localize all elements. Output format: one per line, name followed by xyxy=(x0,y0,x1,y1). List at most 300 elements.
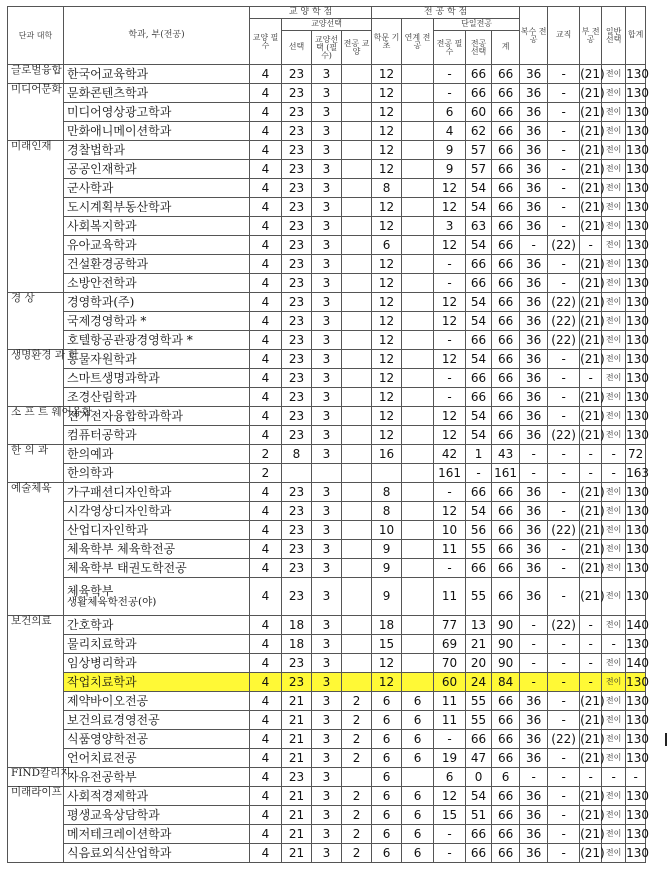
value-cell: 3 xyxy=(312,65,342,84)
value-cell: 전이 xyxy=(602,540,626,559)
col-header-linked: 연계 전공 xyxy=(402,19,434,65)
value-cell: - xyxy=(434,331,466,350)
value-cell: 11 xyxy=(434,540,466,559)
value-cell: 6 xyxy=(434,103,466,122)
department-name-cell: 국제경영학과 * xyxy=(64,312,250,331)
table-row xyxy=(8,616,672,635)
value-cell xyxy=(342,65,372,84)
value-cell: (21) xyxy=(580,806,602,825)
group-header-liberal-elective: 교양선택 xyxy=(282,19,372,31)
value-cell: 3 xyxy=(312,559,342,578)
value-cell: (22) xyxy=(548,293,580,312)
value-cell: (21) xyxy=(580,749,602,768)
value-cell: 12 xyxy=(372,331,402,350)
value-cell: (22) xyxy=(548,331,580,350)
value-cell: - xyxy=(434,483,466,502)
value-cell: 전이 xyxy=(602,654,626,673)
table-header xyxy=(8,7,672,65)
value-cell xyxy=(402,483,434,502)
value-cell: 23 xyxy=(282,521,312,540)
value-cell: - xyxy=(434,274,466,293)
value-cell: 4 xyxy=(250,65,282,84)
curriculum-table xyxy=(7,6,672,863)
value-cell: 36 xyxy=(520,103,548,122)
value-cell: 23 xyxy=(282,407,312,426)
value-cell xyxy=(342,141,372,160)
value-cell xyxy=(402,350,434,369)
value-cell: 4 xyxy=(250,293,282,312)
value-cell: 130 xyxy=(626,578,646,616)
value-cell xyxy=(342,255,372,274)
value-cell: 12 xyxy=(372,122,402,141)
value-cell: - xyxy=(580,768,602,787)
value-cell: 36 xyxy=(520,787,548,806)
value-cell: 4 xyxy=(250,369,282,388)
table-row xyxy=(8,236,672,255)
value-cell: 130 xyxy=(626,749,646,768)
value-cell: 66 xyxy=(492,844,520,863)
value-cell: 전이 xyxy=(602,103,626,122)
value-cell: - xyxy=(548,445,580,464)
department-name-cell: 한의예과 xyxy=(64,445,250,464)
value-cell: 66 xyxy=(492,198,520,217)
value-cell: 23 xyxy=(282,768,312,787)
department-name-cell: 컴퓨터공학과 xyxy=(64,426,250,445)
value-cell: 161 xyxy=(434,464,466,483)
value-cell: 3 xyxy=(312,122,342,141)
value-cell: - xyxy=(520,768,548,787)
value-cell: 130 xyxy=(626,350,646,369)
value-cell: 12 xyxy=(372,65,402,84)
value-cell: 66 xyxy=(492,369,520,388)
value-cell: 161 xyxy=(492,464,520,483)
value-cell: 72 xyxy=(626,445,646,464)
value-cell xyxy=(342,217,372,236)
value-cell: 130 xyxy=(626,331,646,350)
value-cell: 130 xyxy=(626,502,646,521)
value-cell: 3 xyxy=(312,350,342,369)
value-cell: 130 xyxy=(626,84,646,103)
value-cell: 4 xyxy=(250,616,282,635)
value-cell: 4 xyxy=(250,274,282,293)
col-header-multi: 복수 전공 xyxy=(520,7,548,65)
value-cell: (21) xyxy=(580,103,602,122)
value-cell xyxy=(342,84,372,103)
value-cell: (21) xyxy=(580,141,602,160)
department-name-cell: 문화콘텐츠학과 xyxy=(64,84,250,103)
value-cell: 18 xyxy=(282,635,312,654)
col-header-elective: 선택 xyxy=(282,31,312,65)
value-cell: 66 xyxy=(492,160,520,179)
value-cell: 66 xyxy=(492,312,520,331)
value-cell: 36 xyxy=(520,293,548,312)
value-cell: 4 xyxy=(250,350,282,369)
value-cell: 2 xyxy=(342,692,372,711)
value-cell: 130 xyxy=(626,312,646,331)
value-cell xyxy=(402,559,434,578)
table-row xyxy=(8,654,672,673)
value-cell: 23 xyxy=(282,255,312,274)
value-cell: 54 xyxy=(466,198,492,217)
value-cell: - xyxy=(548,673,580,692)
value-cell: 12 xyxy=(434,350,466,369)
value-cell: 2 xyxy=(342,844,372,863)
value-cell: 2 xyxy=(342,806,372,825)
value-cell: 130 xyxy=(626,673,646,692)
value-cell: 4 xyxy=(250,806,282,825)
value-cell: 66 xyxy=(492,559,520,578)
value-cell: 23 xyxy=(282,654,312,673)
value-cell: (22) xyxy=(548,312,580,331)
value-cell: 36 xyxy=(520,179,548,198)
value-cell: 12 xyxy=(434,502,466,521)
value-cell: 36 xyxy=(520,521,548,540)
value-cell: 36 xyxy=(520,65,548,84)
value-cell: 4 xyxy=(250,654,282,673)
value-cell xyxy=(342,236,372,255)
table-row xyxy=(8,445,672,464)
value-cell: 전이 xyxy=(602,217,626,236)
group-header-single-major: 단일전공 xyxy=(434,19,520,31)
value-cell: (21) xyxy=(580,255,602,274)
value-cell: 51 xyxy=(466,806,492,825)
value-cell: 12 xyxy=(434,198,466,217)
value-cell: - xyxy=(548,578,580,616)
col-header-major-req: 전공 필수 xyxy=(434,31,466,65)
value-cell: 3 xyxy=(312,217,342,236)
department-name-cell: 작업치료학과 xyxy=(64,673,250,692)
value-cell: 36 xyxy=(520,692,548,711)
value-cell: 24 xyxy=(466,673,492,692)
value-cell xyxy=(402,312,434,331)
table-row xyxy=(8,464,672,483)
value-cell: 130 xyxy=(626,635,646,654)
col-header-total: 합계 xyxy=(626,7,646,65)
value-cell: 6 xyxy=(402,730,434,749)
value-cell: 54 xyxy=(466,179,492,198)
value-cell: (22) xyxy=(548,521,580,540)
value-cell: 54 xyxy=(466,407,492,426)
value-cell: (21) xyxy=(580,388,602,407)
value-cell: 84 xyxy=(492,673,520,692)
value-cell: 66 xyxy=(492,711,520,730)
value-cell: 12 xyxy=(372,84,402,103)
value-cell: 66 xyxy=(466,84,492,103)
college-cell: 보건의료 xyxy=(8,616,64,768)
group-header-liberal: 교 양 학 점 xyxy=(250,7,372,19)
department-name-cell: 공공인재학과 xyxy=(64,160,250,179)
value-cell: 130 xyxy=(626,711,646,730)
value-cell: 15 xyxy=(372,635,402,654)
value-cell: 66 xyxy=(492,350,520,369)
table-row xyxy=(8,331,672,350)
value-cell: - xyxy=(434,84,466,103)
value-cell: 130 xyxy=(626,806,646,825)
value-cell: 36 xyxy=(520,331,548,350)
value-cell: 12 xyxy=(434,293,466,312)
table-row xyxy=(8,293,672,312)
value-cell: 3 xyxy=(312,445,342,464)
value-cell: 43 xyxy=(492,445,520,464)
value-cell: 2 xyxy=(342,749,372,768)
value-cell: - xyxy=(434,369,466,388)
value-cell xyxy=(342,198,372,217)
value-cell: 66 xyxy=(466,825,492,844)
table-row xyxy=(8,825,672,844)
department-name-cell: 사회적경제학과 xyxy=(64,787,250,806)
value-cell: 3 xyxy=(312,635,342,654)
value-cell: 66 xyxy=(466,255,492,274)
value-cell: (21) xyxy=(580,293,602,312)
value-cell: 전이 xyxy=(602,502,626,521)
value-cell: 130 xyxy=(626,388,646,407)
col-header-college: 단과 대학 xyxy=(8,7,64,65)
value-cell: 3 xyxy=(312,198,342,217)
value-cell: 전이 xyxy=(602,65,626,84)
value-cell: 60 xyxy=(434,673,466,692)
value-cell: 12 xyxy=(372,350,402,369)
value-cell: 12 xyxy=(372,103,402,122)
value-cell: (22) xyxy=(548,616,580,635)
value-cell: 130 xyxy=(626,103,646,122)
value-cell: 56 xyxy=(466,521,492,540)
value-cell: 130 xyxy=(626,293,646,312)
value-cell: 11 xyxy=(434,711,466,730)
value-cell: (21) xyxy=(580,426,602,445)
value-cell xyxy=(342,388,372,407)
value-cell: 전이 xyxy=(602,787,626,806)
value-cell: 55 xyxy=(466,692,492,711)
value-cell: 9 xyxy=(372,540,402,559)
table-row xyxy=(8,65,672,84)
col-header-sum: 계 xyxy=(492,31,520,65)
value-cell: - xyxy=(580,654,602,673)
value-cell: 3 xyxy=(312,141,342,160)
value-cell: 55 xyxy=(466,578,492,616)
value-cell xyxy=(402,673,434,692)
value-cell: 42 xyxy=(434,445,466,464)
value-cell: 54 xyxy=(466,787,492,806)
value-cell: 23 xyxy=(282,122,312,141)
table-row xyxy=(8,749,672,768)
value-cell: (21) xyxy=(580,825,602,844)
value-cell: 66 xyxy=(492,540,520,559)
value-cell: - xyxy=(548,654,580,673)
college-cell: 미래인재 xyxy=(8,141,64,293)
value-cell: 66 xyxy=(492,84,520,103)
department-name-cell: 산업디자인학과 xyxy=(64,521,250,540)
value-cell: 전이 xyxy=(602,806,626,825)
value-cell: 66 xyxy=(492,141,520,160)
value-cell: 6 xyxy=(372,768,402,787)
value-cell: - xyxy=(548,350,580,369)
value-cell: 36 xyxy=(520,806,548,825)
department-name-cell: 식음료외식산업학과 xyxy=(64,844,250,863)
value-cell: 130 xyxy=(626,179,646,198)
value-cell: 130 xyxy=(626,540,646,559)
department-name-cell: 언어치료전공 xyxy=(64,749,250,768)
college-cell: 경 상 xyxy=(8,293,64,350)
table-row xyxy=(8,198,672,217)
department-name-cell: 군사학과 xyxy=(64,179,250,198)
value-cell xyxy=(342,654,372,673)
value-cell: 6 xyxy=(372,730,402,749)
value-cell: 23 xyxy=(282,388,312,407)
value-cell: (21) xyxy=(580,730,602,749)
col-header-major-liberal: 전공 교양 xyxy=(342,31,372,65)
value-cell: - xyxy=(548,122,580,141)
table-row xyxy=(8,84,672,103)
value-cell: 130 xyxy=(626,407,646,426)
value-cell: 전이 xyxy=(602,407,626,426)
value-cell xyxy=(342,122,372,141)
value-cell: (21) xyxy=(580,483,602,502)
value-cell: 36 xyxy=(520,711,548,730)
value-cell: 55 xyxy=(466,711,492,730)
department-name-cell: 유아교육학과 xyxy=(64,236,250,255)
value-cell: 23 xyxy=(282,141,312,160)
department-name-cell: 물리치료학과 xyxy=(64,635,250,654)
value-cell: 36 xyxy=(520,160,548,179)
value-cell: 130 xyxy=(626,844,646,863)
value-cell: 130 xyxy=(626,521,646,540)
value-cell: - xyxy=(548,388,580,407)
value-cell: - xyxy=(548,806,580,825)
value-cell: 163 xyxy=(626,464,646,483)
table-row xyxy=(8,787,672,806)
value-cell xyxy=(342,350,372,369)
value-cell: 23 xyxy=(282,331,312,350)
value-cell: 3 xyxy=(312,806,342,825)
value-cell: - xyxy=(580,445,602,464)
value-cell: 18 xyxy=(372,616,402,635)
group-header-major: 전 공 학 점 xyxy=(372,7,520,19)
value-cell: 전이 xyxy=(602,730,626,749)
value-cell: 4 xyxy=(250,768,282,787)
value-cell: 12 xyxy=(372,141,402,160)
value-cell: 23 xyxy=(282,540,312,559)
college-cell: 생명환경 과 학 xyxy=(8,350,64,407)
table-row xyxy=(8,179,672,198)
col-header-liberal-req-elective: 교양선택 (필수) xyxy=(312,31,342,65)
value-cell: 4 xyxy=(250,844,282,863)
value-cell: 전이 xyxy=(602,122,626,141)
department-name-cell: 조경산림학과 xyxy=(64,388,250,407)
value-cell: 전이 xyxy=(602,426,626,445)
value-cell xyxy=(402,274,434,293)
value-cell: 55 xyxy=(466,540,492,559)
value-cell: 3 xyxy=(312,502,342,521)
value-cell: 66 xyxy=(492,825,520,844)
table-row xyxy=(8,312,672,331)
department-name-cell: 자유전공학부 xyxy=(64,768,250,787)
value-cell xyxy=(402,103,434,122)
value-cell: 3 xyxy=(312,236,342,255)
value-cell: - xyxy=(626,768,646,787)
value-cell: 12 xyxy=(372,407,402,426)
value-cell: 66 xyxy=(492,65,520,84)
department-name-cell: 보건의료경영전공 xyxy=(64,711,250,730)
value-cell: 8 xyxy=(372,179,402,198)
value-cell: - xyxy=(434,730,466,749)
value-cell: 23 xyxy=(282,559,312,578)
value-cell: 66 xyxy=(466,274,492,293)
value-cell: - xyxy=(434,255,466,274)
value-cell: 23 xyxy=(282,673,312,692)
value-cell: 23 xyxy=(282,160,312,179)
value-cell: - xyxy=(580,616,602,635)
department-name-cell: 스마트생명과학과 xyxy=(64,369,250,388)
value-cell: 36 xyxy=(520,825,548,844)
table-row xyxy=(8,578,672,616)
value-cell: 36 xyxy=(520,198,548,217)
value-cell xyxy=(342,578,372,616)
table-row xyxy=(8,844,672,863)
value-cell: 3 xyxy=(312,768,342,787)
value-cell: 36 xyxy=(520,559,548,578)
table-row xyxy=(8,692,672,711)
value-cell xyxy=(402,464,434,483)
value-cell: (21) xyxy=(580,521,602,540)
value-cell: 3 xyxy=(312,407,342,426)
value-cell: 전이 xyxy=(602,692,626,711)
value-cell: (21) xyxy=(580,160,602,179)
value-cell: 36 xyxy=(520,540,548,559)
value-cell: 130 xyxy=(626,160,646,179)
value-cell: 3 xyxy=(312,426,342,445)
value-cell: 36 xyxy=(520,844,548,863)
value-cell: 4 xyxy=(434,122,466,141)
col-header-basic: 학문 기초 xyxy=(372,19,402,65)
value-cell: 3 xyxy=(434,217,466,236)
value-cell: 6 xyxy=(402,825,434,844)
value-cell: 4 xyxy=(250,236,282,255)
value-cell: 전이 xyxy=(602,312,626,331)
value-cell: 4 xyxy=(250,312,282,331)
value-cell: 77 xyxy=(434,616,466,635)
value-cell: 3 xyxy=(312,255,342,274)
value-cell: 3 xyxy=(312,293,342,312)
value-cell xyxy=(342,616,372,635)
department-name-cell: 건설환경공학과 xyxy=(64,255,250,274)
value-cell: 3 xyxy=(312,369,342,388)
value-cell: (21) xyxy=(580,179,602,198)
value-cell: - xyxy=(434,65,466,84)
value-cell: 3 xyxy=(312,787,342,806)
value-cell: (21) xyxy=(580,407,602,426)
value-cell: 23 xyxy=(282,236,312,255)
value-cell: 66 xyxy=(466,65,492,84)
value-cell xyxy=(342,540,372,559)
value-cell: (21) xyxy=(580,331,602,350)
value-cell: 4 xyxy=(250,407,282,426)
value-cell: 12 xyxy=(372,293,402,312)
value-cell: 2 xyxy=(250,445,282,464)
value-cell: 62 xyxy=(466,122,492,141)
value-cell: 2 xyxy=(342,825,372,844)
college-cell: 미디어문화 xyxy=(8,84,64,141)
value-cell: 12 xyxy=(372,369,402,388)
value-cell: 6 xyxy=(372,236,402,255)
value-cell: 66 xyxy=(492,217,520,236)
value-cell: 130 xyxy=(626,426,646,445)
table-row xyxy=(8,806,672,825)
value-cell: 66 xyxy=(492,255,520,274)
value-cell xyxy=(402,198,434,217)
value-cell: - xyxy=(602,445,626,464)
value-cell: - xyxy=(548,141,580,160)
value-cell: 전이 xyxy=(602,160,626,179)
